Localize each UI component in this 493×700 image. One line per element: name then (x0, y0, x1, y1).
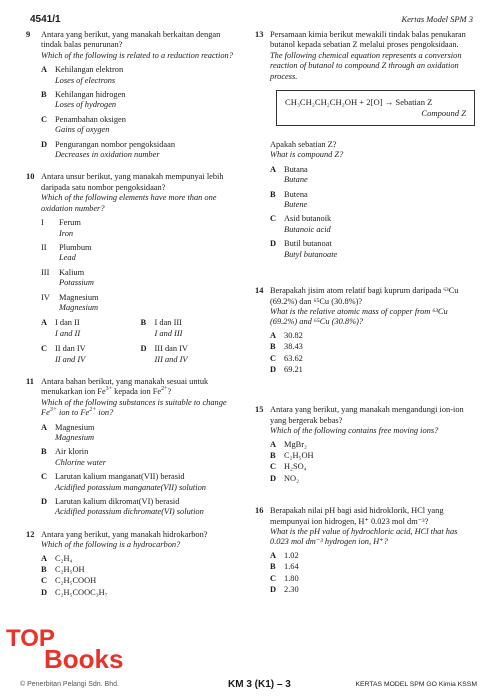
question-text-ms: Antara yang berikut, yang manakah mengandungi ion-ion yang bergerak bebas? (270, 405, 464, 425)
question-text-ms: Persamaan kimia berikut mewakili tindak balas penukaran butanol kepada sebatian Z melalui proses pengoksidaan. (270, 30, 466, 50)
paper-code: 4541/1 (30, 14, 61, 25)
question-text-en: Which of the following elements have more than one oxidation number? (41, 193, 217, 213)
question-15 (255, 405, 475, 484)
question-text-ms: Antara unsur berikut, yang manakah mempunyai lebih daripada satu nombor pengoksidaan? (41, 172, 224, 192)
page-footer (0, 675, 493, 697)
statement-iv: IV Magnesium Magnesium (41, 292, 99, 312)
logo-text-books: Books (44, 644, 124, 674)
option-c[interactable]: C II dan IV II and IV (41, 344, 86, 364)
question-text-en: What is the relative atomic mass of copper from ⁶³Cu (69.2%) and ⁶⁵Cu (30.8%)? (270, 306, 448, 327)
question-number: 16 (255, 506, 264, 516)
paper-title: Kertas Model SPM 3 (401, 14, 473, 24)
option-a[interactable]: A Magnesium Magnesium (41, 422, 95, 442)
question-text-ms: Berapakah jisim atom relatif bagi kuprum daripada ⁶³Cu (69.2%) dan ⁶⁵Cu (30.8%)? (270, 286, 459, 306)
question-text-en: Which of the following is related to a reduction reaction? (41, 50, 233, 60)
option-b[interactable]: B Kehilangan hidrogen Loses of hydrogen (41, 90, 126, 110)
option-c[interactable]: C 1.80 (270, 573, 299, 583)
copyright-text: © Penerbitan Pelangi Sdn. Bhd. (20, 681, 119, 688)
option-a[interactable]: A Kehilangan elektron Loses of electrons (41, 65, 124, 85)
question-text-ms: Antara bahan berikut, yang manakah sesuai untuk menukarkan ion $Fe^{3+}$ kepada ion $Fe^{2+}$? (41, 376, 209, 397)
equation-box (276, 90, 475, 126)
question-text-ms: Berapakah nilai pH bagi asid hidroklorik, HCl yang mempunyai ion hidrogen, H⁺ 0.023 mol dm⁻³? (270, 506, 444, 526)
question-number: 13 (255, 30, 264, 39)
option-a[interactable]: A C₂H₄ (41, 553, 73, 563)
question-11 (26, 377, 240, 518)
option-b[interactable]: B Butena Butene (270, 189, 308, 210)
logo-text-top: TOP (6, 625, 55, 652)
question-10 (26, 172, 240, 365)
option-d[interactable]: D 69.21 (270, 364, 303, 374)
question-text-ms: Antara yang berikut, yang manakah hidrokarbon? (41, 529, 208, 539)
question-number: 10 (26, 172, 35, 182)
option-d[interactable]: D NO₂ (270, 473, 300, 483)
right-column (255, 30, 475, 595)
option-b[interactable]: B I dan III I and III (140, 318, 183, 338)
option-d[interactable]: D C₂H₅COOC₃H₇ (41, 587, 108, 597)
option-a[interactable]: A I dan II I and II (41, 318, 81, 338)
option-d[interactable]: D III dan IV III and IV (140, 344, 188, 364)
question-9 (26, 30, 240, 160)
option-b[interactable]: B 1.64 (270, 562, 299, 572)
option-d[interactable]: D Pengurangan nombor pengoksidaan Decreases in oxidation number (41, 139, 176, 160)
question-number: 15 (255, 405, 264, 415)
statement-ii: II Plumbum Lead (41, 242, 92, 263)
option-d[interactable]: D Larutan kalium dikromat(VI) berasid Acidified potassium dichromate(VI) solution (41, 497, 204, 517)
question-12 (26, 530, 240, 598)
option-a[interactable]: A Butana Butane (270, 164, 308, 185)
option-b[interactable]: B Air klorin Chlorine water (41, 447, 106, 467)
page-number: KM 3 (K1) – 3 (228, 679, 291, 690)
left-column (26, 30, 240, 598)
option-c[interactable]: C Asid butanoik Butanoic acid (270, 214, 332, 234)
topbooks-logo (0, 616, 128, 676)
question-number: 9 (26, 30, 31, 39)
option-c[interactable]: C H₂SO₄ (270, 462, 307, 472)
question-14 (255, 286, 475, 375)
equation-line: CH₃CH₂CH₂CH₂OH + 2[O] → Sebatian Z (285, 97, 433, 108)
question-prompt-ms: Apakah sebatian Z? (270, 140, 337, 150)
option-c[interactable]: C Larutan kalium manganat(VII) berasid Acidified potassium manganate(VII) solution (41, 472, 206, 492)
question-number: 11 (26, 376, 34, 386)
option-d[interactable]: D 2.30 (270, 585, 299, 595)
option-c[interactable]: C 63.62 (270, 353, 303, 363)
option-c[interactable]: C Penambahan oksigen Gains of oxygen (41, 114, 126, 135)
question-text-en: Which of the following contains free moving ions? (270, 426, 439, 436)
option-b[interactable]: B 38.43 (270, 342, 303, 352)
option-a[interactable]: A 30.82 (270, 330, 303, 340)
option-a[interactable]: A 1.02 (270, 550, 299, 560)
question-13 (255, 30, 475, 260)
series-title: KERTAS MODEL SPM GO Kimia KSSM (355, 681, 477, 688)
statement-iii: III Kalium Potassium (41, 267, 94, 288)
question-prompt-en: What is compound Z? (270, 150, 344, 160)
question-text-en: Which of the following is a hydrocarbon? (41, 540, 181, 550)
option-a[interactable]: A MgBr₂ (270, 439, 307, 449)
question-text-en: What is the pH value of hydrochloric acid, HCl that has 0.023 mol dm⁻³ hydrogen ion, H⁺? (270, 527, 458, 547)
question-number: 14 (255, 286, 264, 296)
option-b[interactable]: B C₂H₅OH (270, 450, 314, 460)
equation-line-en: Compound Z (421, 108, 466, 119)
option-c[interactable]: C C₂H₅COOH (41, 576, 97, 586)
question-text-ms: Antara yang berikut, yang manakah berkaitan dengan tindak balas penurunan? (41, 30, 221, 50)
option-b[interactable]: B C₂H₅OH (41, 565, 85, 575)
question-16 (255, 506, 475, 595)
statement-i: I Ferum Iron (41, 218, 81, 238)
question-number: 12 (26, 529, 35, 539)
question-text-en: Which of the following substances is suitable to change $Fe^{3+}$ ion to $Fe^{2+}$ ion? (41, 397, 227, 418)
option-d[interactable]: D Butil butanoat Butyl butanoate (270, 239, 338, 259)
question-text-en: The following chemical equation represents a conversion reaction of butanol to compound Z through an oxidation process. (270, 50, 462, 81)
